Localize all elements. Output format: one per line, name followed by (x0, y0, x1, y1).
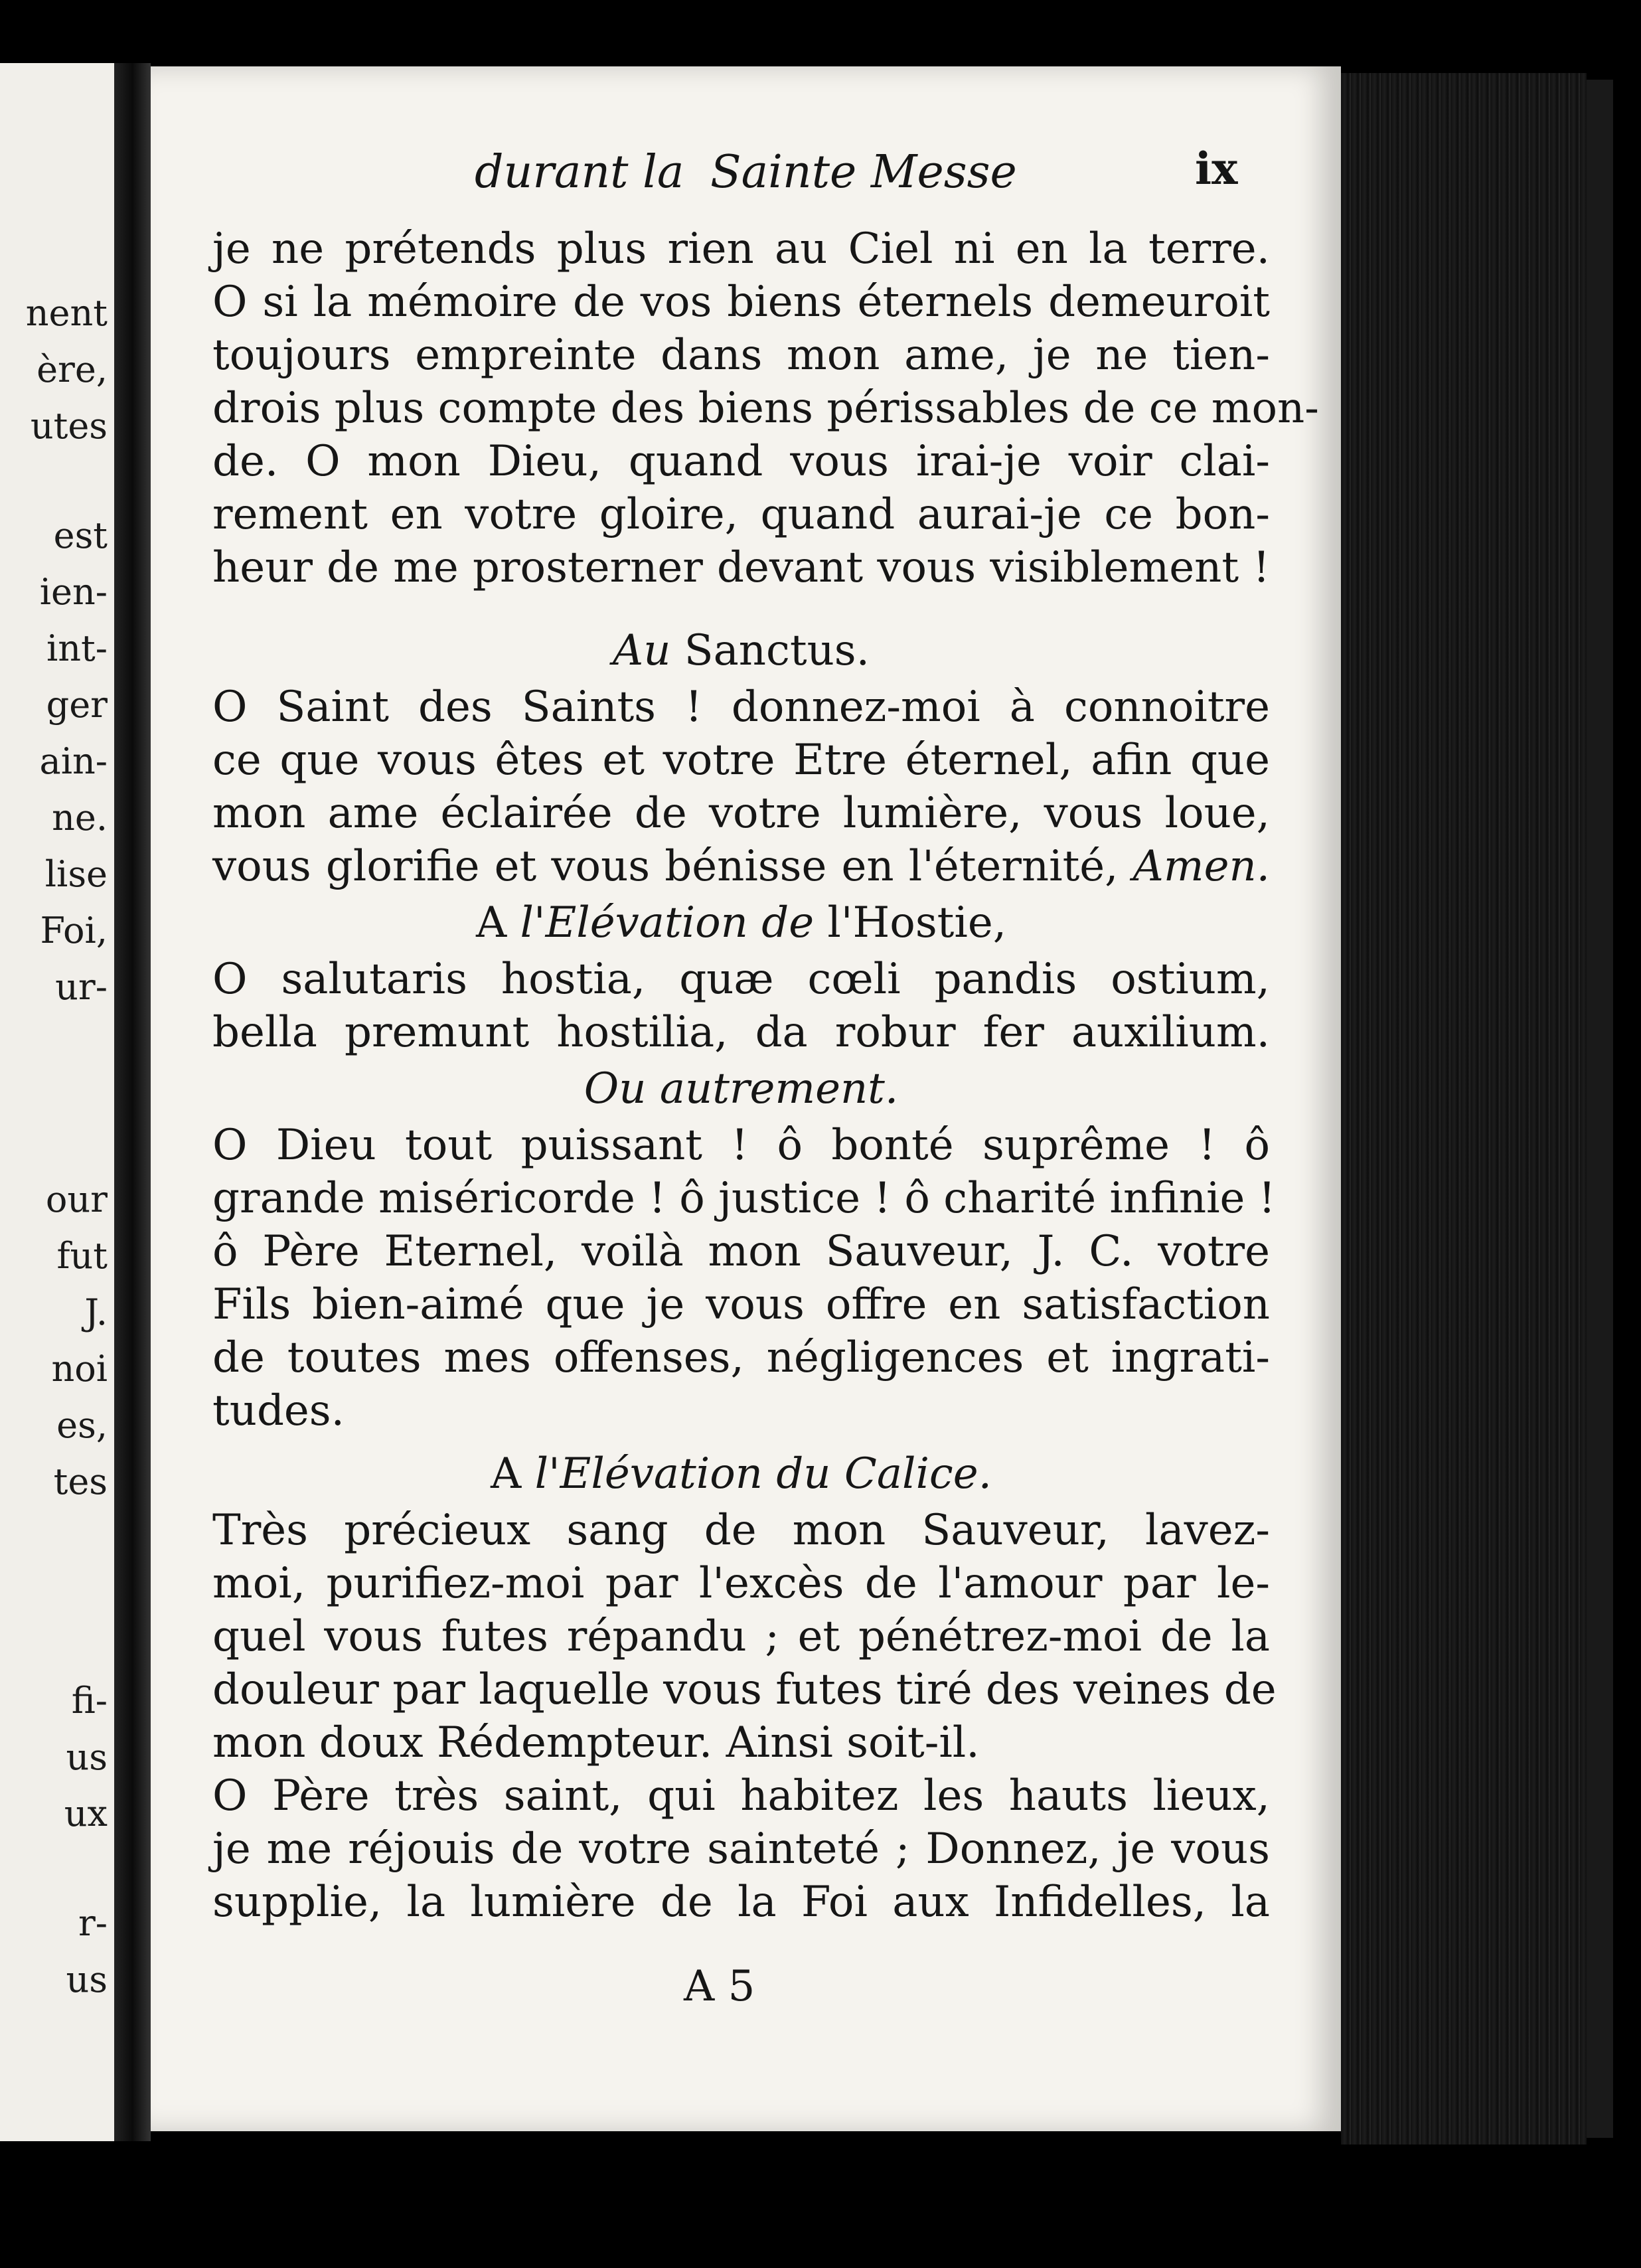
text-line: O Père très saint, qui habitez les hauts lieux, (212, 1771, 1270, 1821)
heading-roman: l'Hostie, (827, 898, 1007, 947)
text-line: Fils bien-aimé que je vous offre en satisfaction (212, 1280, 1270, 1329)
text-line: heur de me prosterner devant vous visiblement ! (212, 543, 1270, 592)
left-fragment: fut (56, 1235, 108, 1277)
section-heading-calice (212, 1447, 1270, 1500)
left-fragment: ère, (37, 349, 108, 390)
text-line: supplie, la lumière de la Foi aux Infidelles, la (212, 1878, 1270, 1927)
text-run: vous glorifie et vous bénisse en l'éternité, (212, 842, 1119, 891)
text-line: O Saint des Saints ! donnez-moi à connoitre (212, 683, 1270, 732)
text-line: douleur par laquelle vous futes tiré des veines de (212, 1665, 1277, 1714)
left-fragment: us (66, 1959, 108, 2000)
text-line: drois plus compte des biens périssables de ce mon- (212, 384, 1319, 433)
signature-mark: A 5 (684, 1962, 755, 2011)
book-fore-edge-shadow (1587, 80, 1613, 2138)
heading-letter: A (491, 1449, 522, 1498)
text-line: bella premunt hostilia, da robur fer auxilium. (212, 1008, 1270, 1057)
book-fore-edge (1341, 73, 1587, 2145)
heading-roman: Sanctus. (684, 626, 870, 675)
text-line: toujours empreinte dans mon ame, je ne tien- (212, 331, 1270, 380)
text-line: ô Père Eternel, voilà mon Sauveur, J. C. votre (212, 1227, 1270, 1276)
section-heading-autrement: Ou autrement. (584, 1064, 899, 1113)
text-line: mon doux Rédempteur. Ainsi soit-il. (212, 1718, 980, 1767)
text-line: mon ame éclairée de votre lumière, vous loue, (212, 789, 1270, 838)
section-heading-hostie (212, 896, 1270, 949)
text-line: de. O mon Dieu, quand vous irai-je voir clai- (212, 437, 1270, 486)
left-fragment: ne. (52, 797, 108, 839)
text-line: moi, purifiez-moi par l'excès de l'amour par le- (212, 1559, 1270, 1608)
heading-letter: A (475, 898, 507, 947)
text-line: O si la mémoire de vos biens éternels demeuroit (212, 278, 1270, 327)
left-fragment: noi (51, 1348, 108, 1390)
text-line: de toutes mes offenses, négligences et ingrati- (212, 1333, 1270, 1382)
text-line: rement en votre gloire, quand aurai-je ce bon- (212, 490, 1270, 539)
left-fragment: lise (44, 853, 108, 895)
running-title-part: Sainte Messe (710, 146, 1017, 199)
left-fragment: utes (30, 405, 108, 447)
left-fragment: ain- (39, 740, 108, 782)
running-title (475, 146, 1017, 199)
facing-page-fragment (0, 63, 114, 2141)
text-line (212, 840, 1270, 893)
running-title-part: durant la (475, 146, 684, 199)
left-fragment: ur- (55, 966, 108, 1008)
folio-number: ix (1195, 143, 1238, 195)
left-fragment: our (45, 1178, 108, 1220)
text-line: O salutaris hostia, quæ cœli pandis ostium, (212, 955, 1270, 1004)
text-line: tudes. (212, 1386, 345, 1435)
left-fragment: ger (46, 684, 108, 726)
left-fragment: J. (84, 1291, 108, 1333)
left-fragment: nent (25, 292, 108, 334)
heading-italic: Au (613, 626, 671, 675)
left-fragment: r- (78, 1902, 108, 1944)
left-fragment: ien- (39, 571, 108, 613)
text-line: O Dieu tout puissant ! ô bonté suprême ! ô (212, 1121, 1270, 1170)
left-fragment: est (53, 515, 108, 556)
text-line: grande miséricorde ! ô justice ! ô charité infinie ! (212, 1174, 1276, 1223)
text-line: je me réjouis de votre sainteté ; Donnez, je vous (212, 1824, 1270, 1874)
heading-italic: l'Elévation du Calice. (534, 1449, 992, 1498)
heading-italic: l'Elévation de (520, 898, 815, 947)
text-line: je ne prétends plus rien au Ciel ni en la terre. (212, 224, 1270, 274)
left-fragment: us (66, 1736, 108, 1778)
section-heading-sanctus (212, 624, 1270, 677)
left-fragment: int- (46, 627, 108, 669)
left-fragment: tes (53, 1461, 108, 1502)
text-line: Très précieux sang de mon Sauveur, lavez- (212, 1506, 1270, 1555)
left-fragment: es, (56, 1404, 108, 1446)
amen-word: Amen. (1133, 842, 1271, 891)
text-line: ce que vous êtes et votre Etre éternel, afin que (212, 736, 1270, 785)
left-fragment: fi- (71, 1680, 108, 1722)
text-line: quel vous futes répandu ; et pénétrez-moi de la (212, 1612, 1270, 1661)
left-fragment: ux (64, 1793, 108, 1834)
book-gutter (114, 63, 151, 2141)
left-fragment: Foi, (40, 910, 108, 951)
